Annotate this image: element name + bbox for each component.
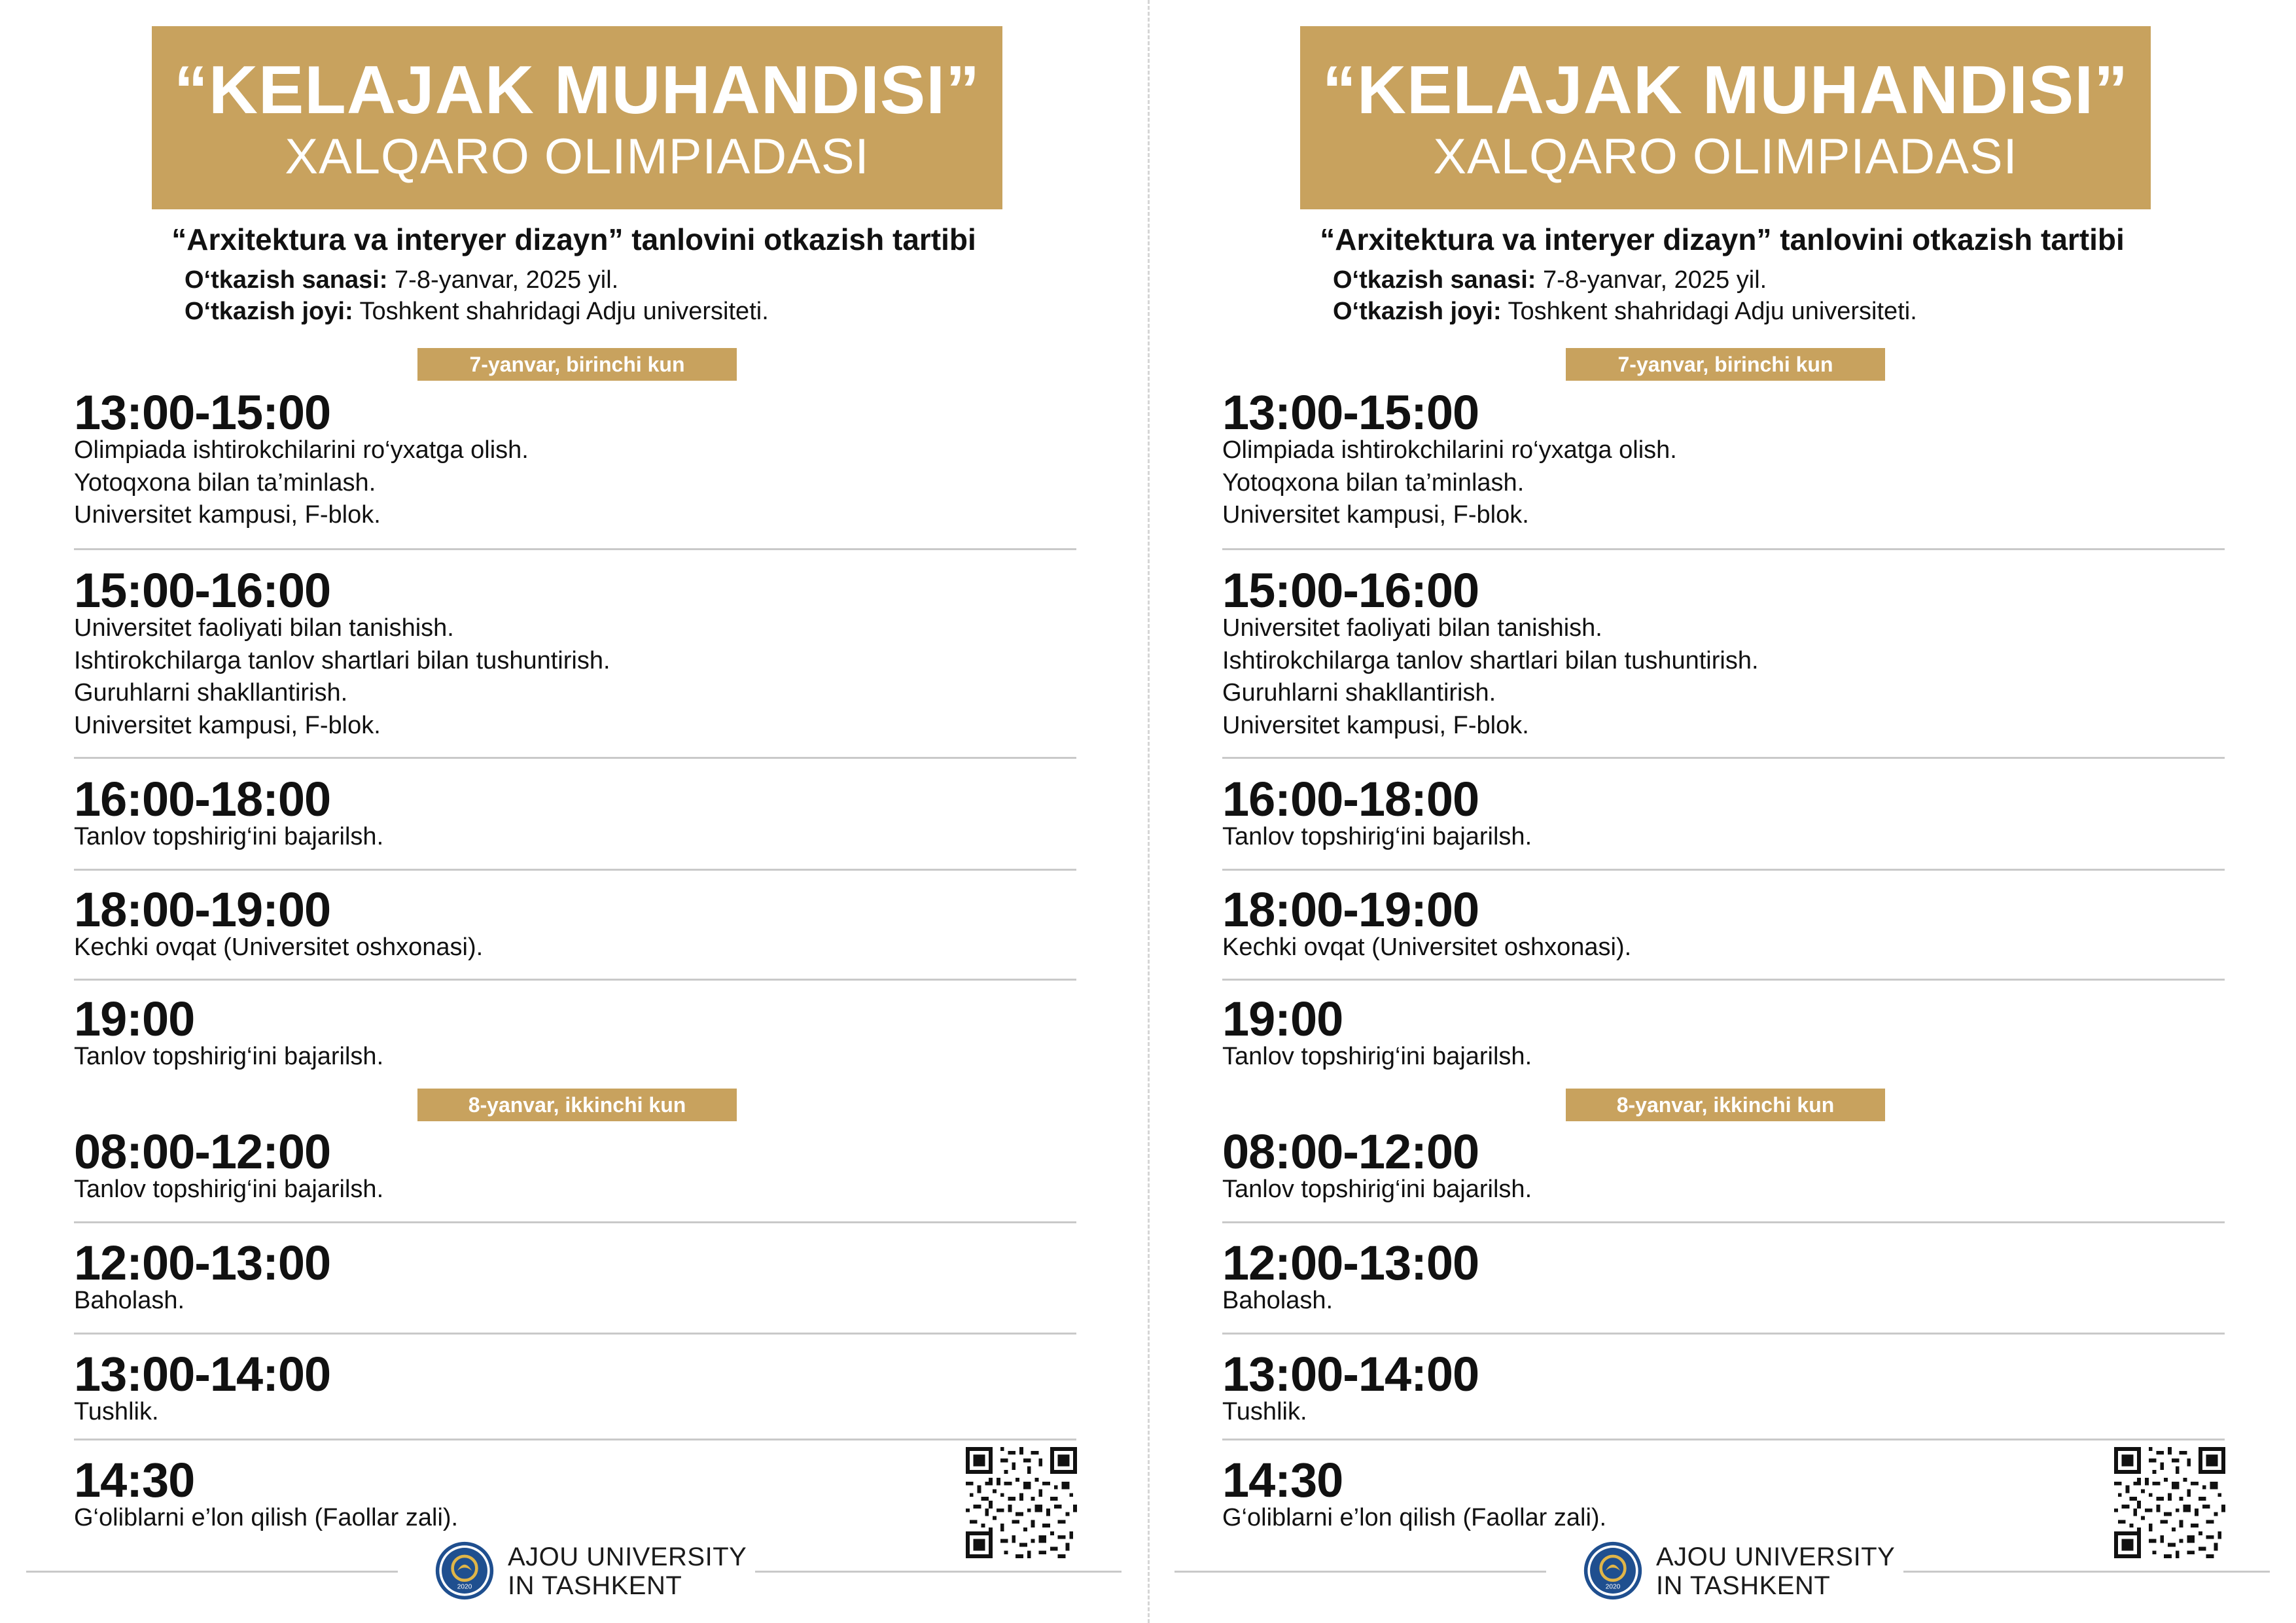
- slot-line: Ishtirokchilarga tanlov shartlari bilan tushuntirish.: [74, 646, 610, 674]
- slot-time: 13:00-15:00: [74, 385, 331, 440]
- divider: [1222, 1221, 2225, 1223]
- slot-time: 12:00-13:00: [74, 1236, 331, 1290]
- footer-divider: [755, 1571, 1122, 1573]
- date-label: O‘tkazish sanasi:: [1333, 266, 1536, 294]
- slot-line: Tanlov topshirig‘ini bajarilsh.: [1222, 1043, 1532, 1070]
- slot-time: 16:00-18:00: [74, 772, 331, 826]
- slot-time: 15:00-16:00: [74, 563, 331, 618]
- divider: [1222, 869, 2225, 871]
- schedule-slot: [1222, 1347, 2225, 1429]
- slot-line: G‘oliblarni e’lon qilish (Faollar zali).: [1222, 1504, 1607, 1531]
- day-2-label: 8-yanvar, ikkinchi kun: [1566, 1089, 1885, 1121]
- logo-year: 2020: [457, 1583, 472, 1591]
- slot-time: 13:00-14:00: [74, 1347, 331, 1401]
- place-value: Toshkent shahridagi Adju universiteti.: [1501, 298, 1917, 325]
- poster-title: “KELAJAK MUHANDISI”: [173, 52, 981, 128]
- divider: [1222, 548, 2225, 550]
- place-label: O‘tkazish joyi:: [1333, 298, 1502, 325]
- event-place: [1333, 296, 1917, 327]
- slot-line: Kechki ovqat (Universitet oshxonasi).: [74, 934, 484, 961]
- place-label: O‘tkazish joyi:: [185, 298, 353, 325]
- event-place: [185, 296, 769, 327]
- schedule-slot: [74, 992, 1076, 1073]
- university-seal-icon: [434, 1541, 495, 1601]
- slot-line: Universitet faoliyati bilan tanishish.: [1222, 614, 1602, 642]
- schedule-slot: [1222, 385, 2225, 532]
- schedule-slot: [74, 772, 1076, 854]
- day-1-label: 7-yanvar, birinchi kun: [1566, 348, 1885, 381]
- poster-subtitle: XALQARO OLIMPIADASI: [285, 129, 870, 184]
- title-banner: [1300, 26, 2151, 209]
- divider: [1222, 757, 2225, 759]
- day-2-label: 8-yanvar, ikkinchi kun: [417, 1089, 737, 1121]
- slot-time: 19:00: [74, 992, 195, 1046]
- date-value: 7-8-yanvar, 2025 yil.: [1536, 266, 1767, 294]
- schedule-slot: [74, 1453, 1076, 1535]
- slot-time: 15:00-16:00: [1222, 563, 1479, 618]
- slot-line: Tushlik.: [74, 1398, 159, 1425]
- university-name: [508, 1543, 747, 1600]
- slot-line: Tanlov topshirig‘ini bajarilsh.: [74, 823, 384, 850]
- footer-divider: [26, 1571, 398, 1573]
- schedule-slot: [74, 1347, 1076, 1429]
- schedule-slot: [1222, 772, 2225, 854]
- divider: [74, 548, 1076, 550]
- slot-line: Tanlov topshirig‘ini bajarilsh.: [74, 1043, 384, 1070]
- title-banner: [152, 26, 1002, 209]
- slot-line: Universitet kampusi, F-blok.: [74, 711, 381, 739]
- divider: [1222, 1439, 2225, 1440]
- qr-code-icon: [2114, 1447, 2225, 1558]
- slot-line: Olimpiada ishtirokchilarini ro‘yxatga olish.: [74, 436, 529, 464]
- university-line-2: IN TASHKENT: [508, 1571, 682, 1600]
- contest-title: “Arxitektura va interyer dizayn” tanlovini otkazish tartibi: [171, 222, 976, 256]
- slot-line: Ishtirokchilarga tanlov shartlari bilan tushuntirish.: [1222, 646, 1759, 674]
- slot-line: Universitet kampusi, F-blok.: [74, 501, 381, 529]
- slot-time: 14:30: [74, 1453, 195, 1507]
- slot-time: 13:00-14:00: [1222, 1347, 1479, 1401]
- slot-time: 18:00-19:00: [1222, 882, 1479, 937]
- slot-line: Tanlov topshirig‘ini bajarilsh.: [1222, 823, 1532, 850]
- schedule-slot: [74, 882, 1076, 964]
- date-value: 7-8-yanvar, 2025 yil.: [387, 266, 619, 294]
- footer-divider: [1174, 1571, 1546, 1573]
- slot-time: 16:00-18:00: [1222, 772, 1479, 826]
- slot-line: Tushlik.: [1222, 1398, 1307, 1425]
- slot-time: 08:00-12:00: [74, 1125, 331, 1179]
- university-name: [1656, 1543, 1895, 1600]
- slot-line: Guruhlarni shakllantirish.: [74, 679, 348, 707]
- divider: [74, 869, 1076, 871]
- slot-time: 18:00-19:00: [74, 882, 331, 937]
- logo-year: 2020: [1605, 1583, 1621, 1591]
- event-date: [1333, 264, 1767, 296]
- university-line-1: AJOU UNIVERSITY: [1656, 1543, 1896, 1571]
- divider: [74, 757, 1076, 759]
- schedule-slot: [74, 385, 1076, 532]
- slot-line: Baholash.: [1222, 1287, 1333, 1314]
- schedule-slot: [1222, 1453, 2225, 1535]
- slot-line: G‘oliblarni e’lon qilish (Faollar zali).: [74, 1504, 459, 1531]
- schedule-slot: [74, 563, 1076, 742]
- slot-line: Olimpiada ishtirokchilarini ro‘yxatga olish.: [1222, 436, 1677, 464]
- slot-time: 19:00: [1222, 992, 1343, 1046]
- slot-line: Universitet kampusi, F-blok.: [1222, 711, 1529, 739]
- divider: [74, 979, 1076, 981]
- slot-line: Universitet faoliyati bilan tanishish.: [74, 614, 454, 642]
- slot-time: 12:00-13:00: [1222, 1236, 1479, 1290]
- divider: [74, 1221, 1076, 1223]
- slot-line: Guruhlarni shakllantirish.: [1222, 679, 1496, 707]
- event-date: [185, 264, 618, 296]
- schedule-slot: [1222, 1125, 2225, 1206]
- slot-line: Kechki ovqat (Universitet oshxonasi).: [1222, 934, 1632, 961]
- schedule-slot: [1222, 563, 2225, 742]
- slot-line: Baholash.: [74, 1287, 185, 1314]
- schedule-slot: [1222, 1236, 2225, 1318]
- slot-time: 13:00-15:00: [1222, 385, 1479, 440]
- slot-line: Yotoqxona bilan ta’minlash.: [74, 468, 376, 497]
- qr-code-icon: [966, 1447, 1077, 1558]
- university-seal-icon: [1583, 1541, 1643, 1601]
- poster-right: [1148, 0, 2296, 1623]
- university-line-2: IN TASHKENT: [1656, 1571, 1831, 1600]
- poster-subtitle: XALQARO OLIMPIADASI: [1433, 129, 2018, 184]
- schedule-slot: [1222, 992, 2225, 1073]
- divider: [1222, 979, 2225, 981]
- slot-time: 14:30: [1222, 1453, 1343, 1507]
- slot-line: Tanlov topshirig‘ini bajarilsh.: [74, 1176, 384, 1203]
- contest-title: “Arxitektura va interyer dizayn” tanlovini otkazish tartibi: [1320, 222, 2125, 256]
- slot-line: Tanlov topshirig‘ini bajarilsh.: [1222, 1176, 1532, 1203]
- date-label: O‘tkazish sanasi:: [185, 266, 388, 294]
- schedule-slot: [74, 1125, 1076, 1206]
- poster-title: “KELAJAK MUHANDISI”: [1322, 52, 2129, 128]
- schedule-slot: [74, 1236, 1076, 1318]
- schedule-slot: [1222, 882, 2225, 964]
- slot-line: Universitet kampusi, F-blok.: [1222, 501, 1529, 529]
- university-line-1: AJOU UNIVERSITY: [508, 1543, 747, 1571]
- divider: [74, 1439, 1076, 1440]
- divider: [74, 1333, 1076, 1335]
- place-value: Toshkent shahridagi Adju universiteti.: [353, 298, 769, 325]
- slot-line: Yotoqxona bilan ta’minlash.: [1222, 468, 1525, 497]
- slot-time: 08:00-12:00: [1222, 1125, 1479, 1179]
- footer-divider: [1903, 1571, 2270, 1573]
- day-1-label: 7-yanvar, birinchi kun: [417, 348, 737, 381]
- divider: [1222, 1333, 2225, 1335]
